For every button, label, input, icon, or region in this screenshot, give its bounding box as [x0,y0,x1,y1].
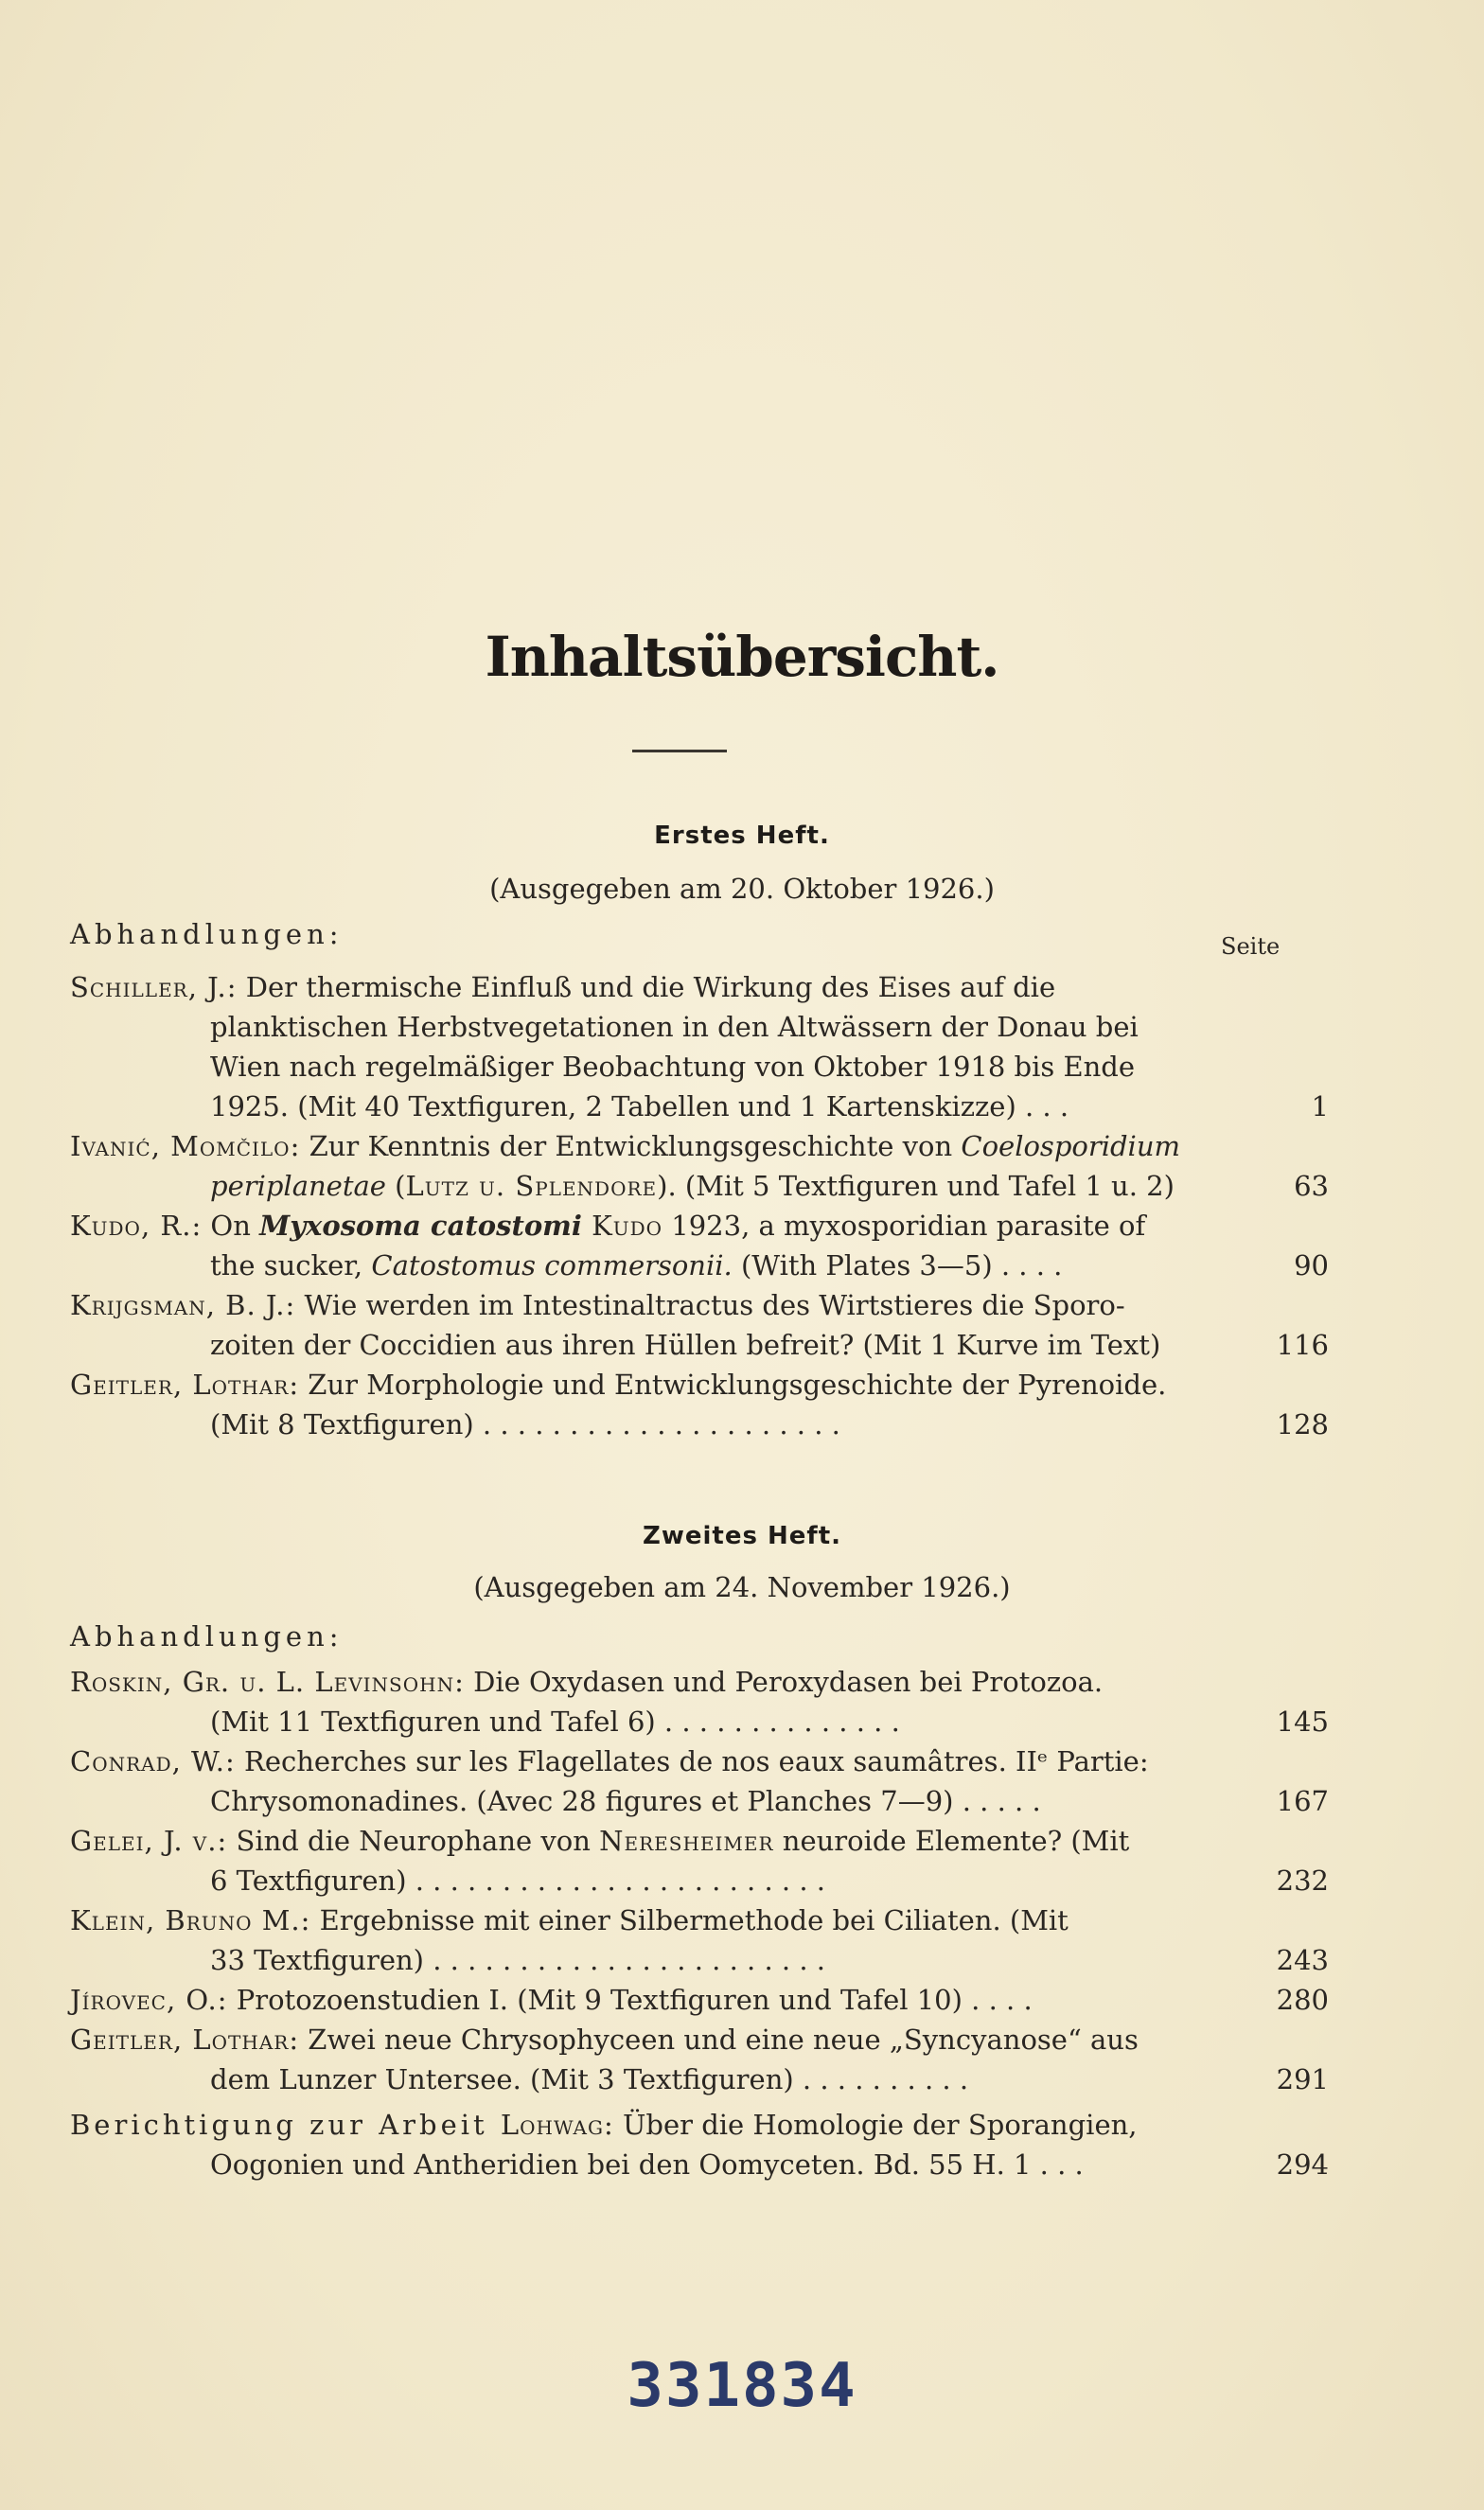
entry-text: (Mit 8 Textfiguren) . . . . . . . . . . . . . . . . . . . . . [210,1408,840,1441]
entry-author: Roskin, Gr. u. L. Levinsohn: [70,1666,465,1698]
entry-text: Sind die Neurophane von [227,1825,600,1857]
entry-text-smallcaps: Lutz u. Splendore [405,1170,658,1202]
entry-text: (With Plates 3—5) . . . . [732,1249,1063,1282]
entry-author: Lohwag: [500,2109,614,2141]
toc-entry [70,1741,1329,1821]
toc-entry [70,1206,1329,1285]
entry-text-italic: Coelosporidium [961,1130,1180,1162]
entry-page-number: 243 [1276,1944,1329,1976]
toc-entry [70,2020,1329,2099]
entry-text: (Mit 11 Textfiguren und Tafel 6) . . . . . . . . . . . . . . [210,1706,900,1738]
entry-text: 1925. (Mit 40 Textfiguren, 2 Tabellen und 1 Kartenskizze) . . . [210,1090,1069,1122]
entry-author: Klein, Bruno M.: [70,1904,311,1936]
entry-text: planktischen Herbstvegetationen in den Altwässern der Donau bei [210,1011,1139,1043]
entry-text: Über die Homologie der Sporangien, [613,2109,1138,2141]
toc-entry [70,1980,1329,2020]
entry-page-number: 63 [1294,1170,1329,1202]
entry-text: ( [385,1170,406,1202]
section-subheading-second: (Ausgegeben am 24. November 1926.) [473,1571,1011,1603]
entry-text: neuroide Elemente? (Mit [773,1825,1130,1857]
entry-page-number: 294 [1276,2148,1329,2181]
entry-text: Die Oxydasen und Peroxydasen bei Protozoa. [464,1666,1104,1698]
toc-entry [70,1900,1329,1980]
entry-text: ). (Mit 5 Textfiguren und Tafel 1 u. 2) [657,1170,1175,1202]
toc-entry [70,1285,1329,1365]
entry-author: Geitler, Lothar: [70,1369,300,1401]
entry-author: Geitler, Lothar: [70,2024,300,2056]
entry-author: Jírovec, O.: [70,1984,228,2016]
entry-text-italic: Catostomus commersonii. [371,1249,733,1282]
toc-entry [70,1662,1329,1741]
toc-entry [70,2105,1329,2184]
toc-entry [70,1821,1329,1900]
page-column-header: Seite [1221,933,1281,960]
entry-author: Krijgsman, B. J.: [70,1289,296,1321]
accession-number-stamp: 331834 [627,2351,857,2421]
entry-page-number: 167 [1276,1785,1329,1817]
entry-page-number: 232 [1276,1865,1329,1897]
entry-text: Protozoenstudien I. (Mit 9 Textfiguren und Tafel 10) . . . . [227,1984,1033,2016]
entry-author: Schiller, J.: [70,971,238,1003]
entry-text-smallcaps: Nereshеimer [599,1825,774,1857]
entry-text: Ergebnisse mit einer Silbermethode bei Ciliaten. (Mit [310,1904,1069,1936]
entry-page-number: 1 [1311,1090,1329,1122]
entry-page-number: 145 [1276,1706,1329,1738]
entry-page-number: 128 [1276,1408,1329,1441]
section-subheading-first: (Ausgegeben am 20. Oktober 1926.) [489,873,995,905]
entry-page-number: 291 [1276,2063,1329,2095]
entry-text-smallcaps: Kudo [581,1210,663,1242]
entry-text: 33 Textfiguren) . . . . . . . . . . . . . . . . . . . . . . . [210,1944,826,1976]
entry-text: Chrysomonadines. (Avec 28 figures et Planches 7—9) . . . . . [210,1785,1041,1817]
toc-entry [70,1126,1329,1206]
entry-label: Berichtigung zur Arbeit [70,2109,501,2141]
entry-page-number: 116 [1276,1329,1329,1361]
entry-text: Recherches sur les Flagellates de nos eaux saumâtres. IIᵉ Partie: [235,1745,1149,1777]
entry-text: Zur Kenntnis der Entwicklungsgeschichte von [300,1130,962,1162]
toc-entry [70,1365,1329,1444]
entry-text: the sucker, [210,1249,372,1282]
entry-text-italic: periplanetae [210,1170,386,1202]
section-label-second: Abhandlungen: [70,1620,344,1653]
entry-text: Zwei neue Chrysophyceen und eine neue „Syncyanose“ aus [299,2024,1139,2056]
entry-text: 6 Textfiguren) . . . . . . . . . . . . . . . . . . . . . . . . [210,1865,826,1897]
title-divider [632,750,727,752]
entry-author: Ivanić, Momčilo: [70,1130,301,1162]
entry-page-number: 280 [1276,1984,1329,2016]
page-title: Inhaltsübersicht. [485,625,999,689]
entry-page-number: 90 [1294,1249,1329,1282]
entry-text: zoiten der Coccidien aus ihren Hüllen befreit? (Mit 1 Kurve im Text) [210,1329,1161,1361]
section-heading-first: Erstes Heft. [654,822,830,850]
toc-entry [70,967,1329,1126]
entry-author: Conrad, W.: [70,1745,236,1777]
entry-text: Der thermische Einfluß und die Wirkung des Eises auf die [237,971,1056,1003]
entry-text: Wien nach regelmäßiger Beobachtung von Oktober 1918 bis Ende [210,1051,1136,1083]
entry-text: Wie werden im Intestinaltractus des Wirtstieres die Sporo- [295,1289,1125,1321]
entry-text: dem Lunzer Untersee. (Mit 3 Textfiguren) . . . . . . . . . . [210,2063,969,2095]
section-heading-second: Zweites Heft. [642,1522,842,1550]
entry-text-italic: Myxosoma catostomi [259,1210,582,1242]
entry-text: 1923, a myxosporidian parasite of [662,1210,1146,1242]
entry-text: On [202,1210,260,1242]
entry-author: Kudo, R.: [70,1210,203,1242]
entry-text: Zur Morphologie und Entwicklungsgeschichte der Pyrenoide. [299,1369,1167,1401]
entry-author: Gelei, J. v.: [70,1825,228,1857]
section-label-first: Abhandlungen: [70,918,344,950]
entry-text: Oogonien und Antheridien bei den Oomyceten. Bd. 55 H. 1 . . . [210,2148,1084,2181]
